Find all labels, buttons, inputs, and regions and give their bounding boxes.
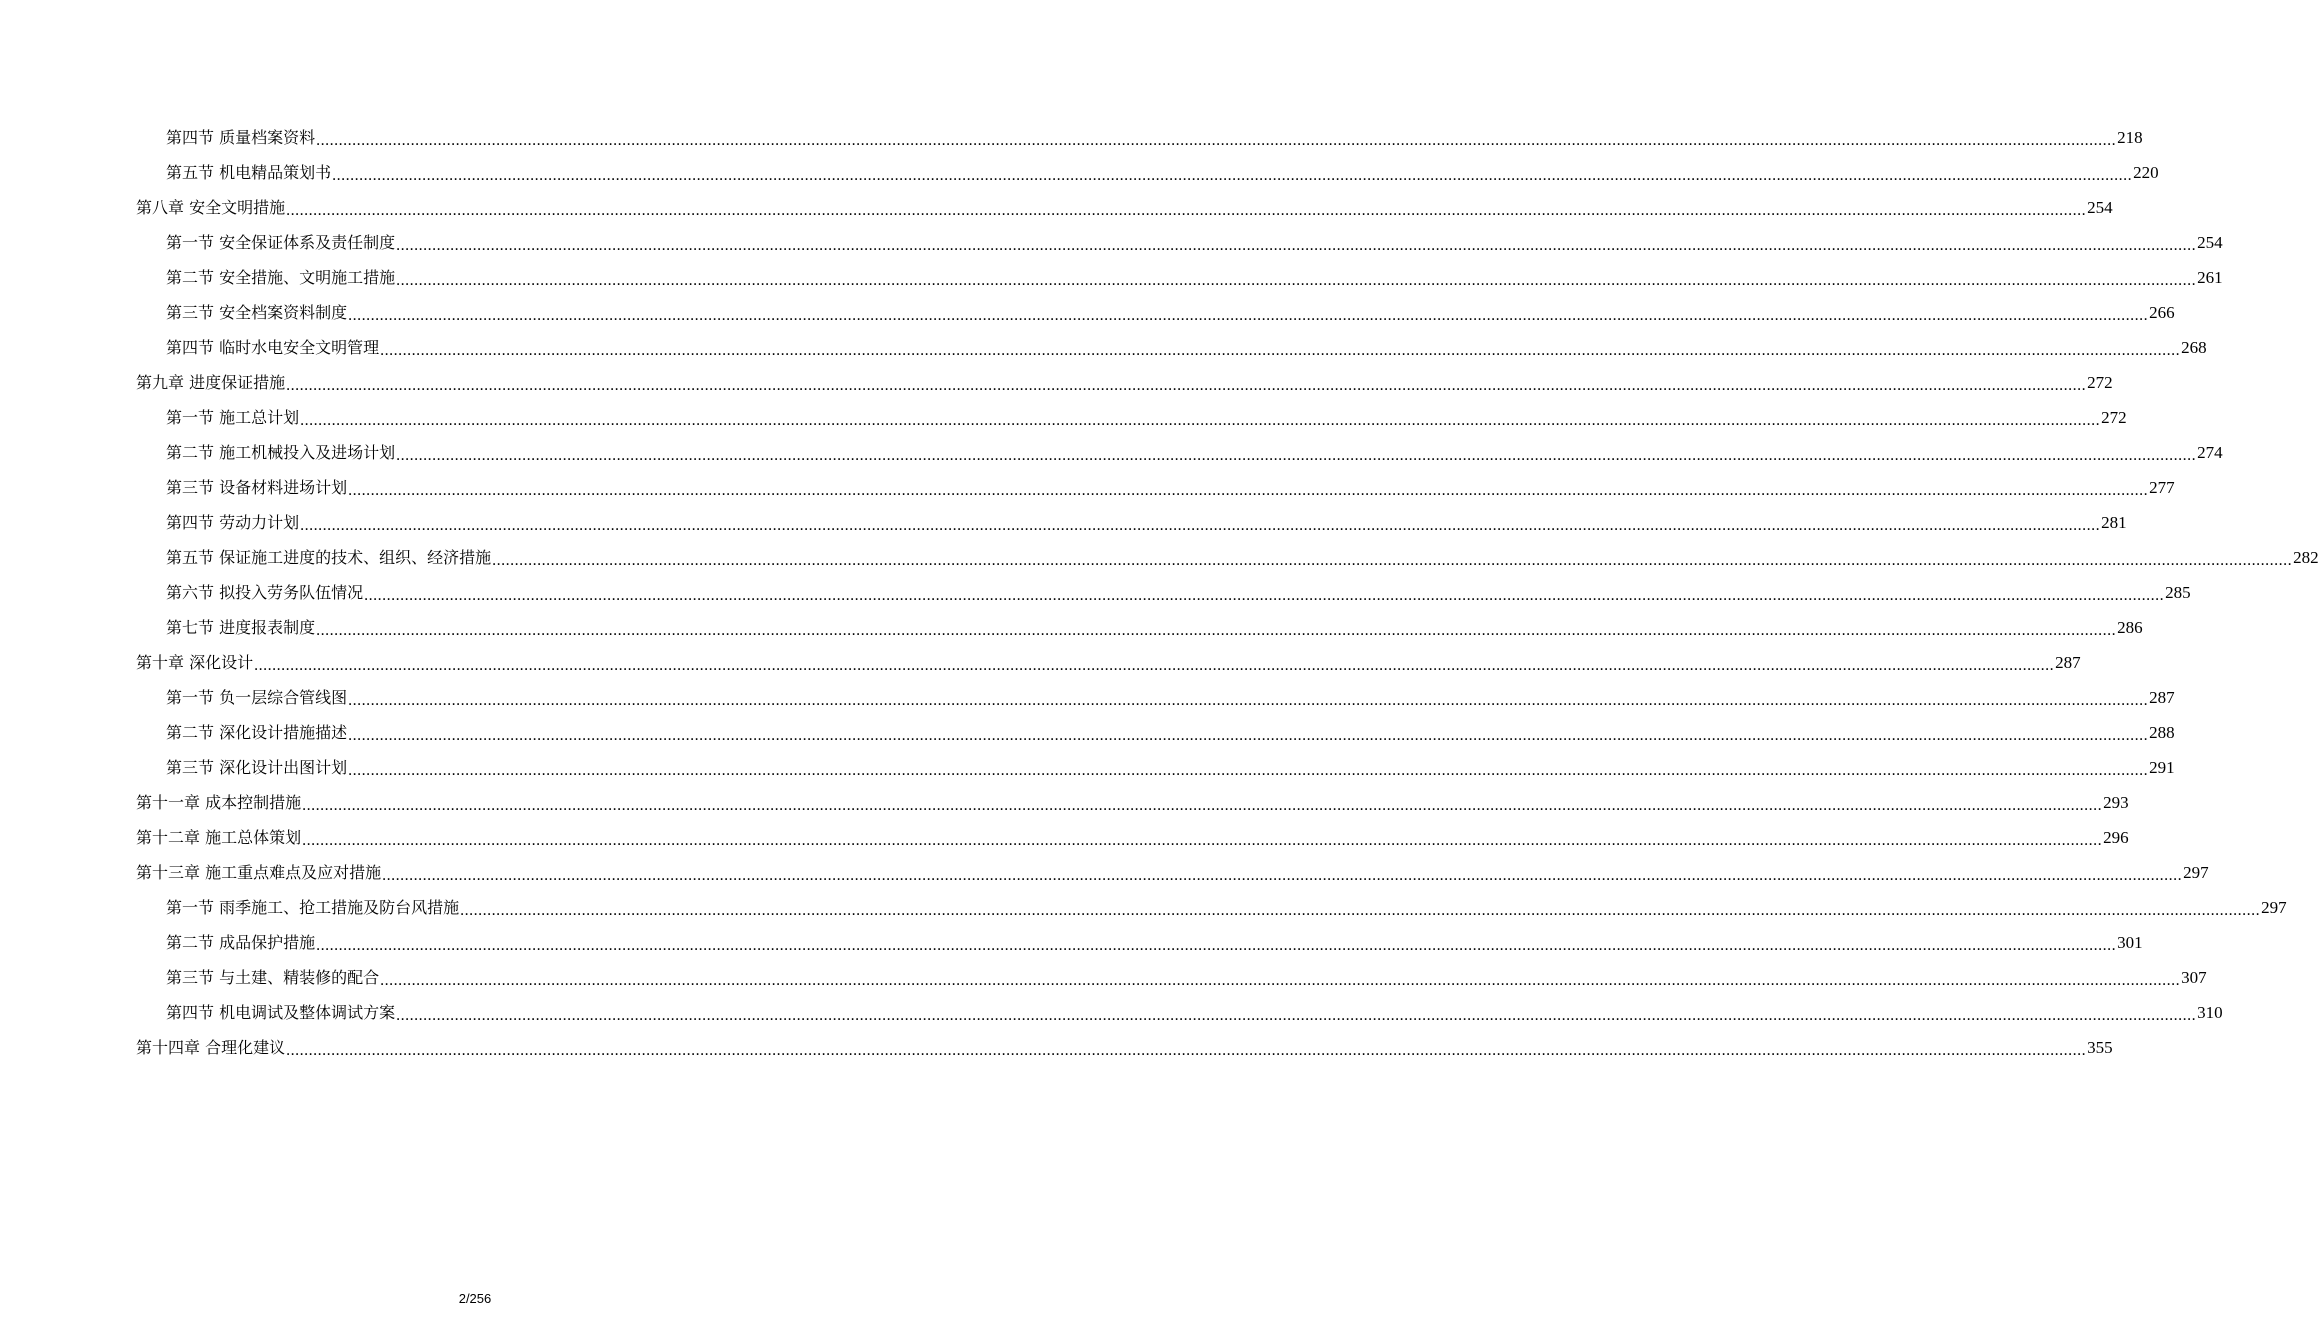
toc-entry-page-number: 277 [2149, 478, 2175, 497]
toc-entry-title: 第四节 机电调试及整体调试方案 [166, 1003, 396, 1022]
toc-entry-page-number: 355 [2087, 1038, 2113, 1057]
dot-leader: ................................................................................................................................................................................................................................................................................................................................................................................................................ [286, 202, 2087, 219]
toc-entry-title: 第九章 进度保证措施 [136, 373, 286, 392]
toc-entry-title: 第十三章 施工重点难点及应对措施 [136, 863, 382, 882]
toc-section-entry[interactable] [166, 750, 2175, 785]
dot-leader: ................................................................................................................................................................................................................................................................................................................................................................................................................ [300, 517, 2101, 534]
dot-leader: ................................................................................................................................................................................................................................................................................................................................................................................................................ [254, 657, 2055, 674]
toc-entry-page-number: 291 [2149, 758, 2175, 777]
toc-entry-title: 第六节 拟投入劳务队伍情况 [166, 583, 364, 602]
toc-section-entry[interactable] [166, 960, 2207, 995]
toc-entry-title: 第二节 成品保护措施 [166, 933, 316, 952]
toc-entry-title: 第五节 机电精品策划书 [166, 163, 332, 182]
toc-entry-title: 第四节 临时水电安全文明管理 [166, 338, 380, 357]
dot-leader: ................................................................................................................................................................................................................................................................................................................................................................................................................ [396, 272, 2197, 289]
toc-entry-title: 第一节 安全保证体系及责任制度 [166, 233, 396, 252]
dot-leader: ................................................................................................................................................................................................................................................................................................................................................................................................................ [302, 832, 2103, 849]
toc-entry-page-number: 274 [2197, 443, 2223, 462]
toc-entry-title: 第一节 施工总计划 [166, 408, 300, 427]
toc-entry-title: 第二节 施工机械投入及进场计划 [166, 443, 396, 462]
toc-section-entry[interactable] [166, 225, 2223, 260]
toc-entry-title: 第一节 雨季施工、抢工措施及防台风措施 [166, 898, 460, 917]
dot-leader: ................................................................................................................................................................................................................................................................................................................................................................................................................ [348, 762, 2149, 779]
toc-entry-title: 第三节 安全档案资料制度 [166, 303, 348, 322]
toc-entry-page-number: 282 [2293, 548, 2319, 567]
toc-chapter-entry[interactable] [136, 190, 2113, 225]
toc-entry-page-number: 254 [2087, 198, 2113, 217]
dot-leader: ................................................................................................................................................................................................................................................................................................................................................................................................................ [348, 307, 2149, 324]
dot-leader: ................................................................................................................................................................................................................................................................................................................................................................................................................ [316, 937, 2117, 954]
dot-leader: ................................................................................................................................................................................................................................................................................................................................................................................................................ [316, 622, 2117, 639]
toc-entry-title: 第十章 深化设计 [136, 653, 254, 672]
dot-leader: ................................................................................................................................................................................................................................................................................................................................................................................................................ [332, 167, 2133, 184]
toc-section-entry[interactable] [166, 575, 2191, 610]
toc-section-entry[interactable] [166, 995, 2223, 1030]
dot-leader: ................................................................................................................................................................................................................................................................................................................................................................................................................ [300, 412, 2101, 429]
page-number-footer: 2/256 [458, 1291, 492, 1306]
dot-leader: ................................................................................................................................................................................................................................................................................................................................................................................................................ [396, 1007, 2197, 1024]
toc-chapter-entry[interactable] [136, 645, 2081, 680]
toc-entry-page-number: 307 [2181, 968, 2207, 987]
toc-entry-title: 第十一章 成本控制措施 [136, 793, 302, 812]
dot-leader: ................................................................................................................................................................................................................................................................................................................................................................................................................ [460, 902, 2261, 919]
dot-leader: ................................................................................................................................................................................................................................................................................................................................................................................................................ [316, 132, 2117, 149]
toc-section-entry[interactable] [166, 400, 2127, 435]
toc-entry-page-number: 310 [2197, 1003, 2223, 1022]
toc-section-entry[interactable] [166, 715, 2175, 750]
toc-entry-title: 第三节 深化设计出图计划 [166, 758, 348, 777]
toc-entry-page-number: 297 [2261, 898, 2287, 917]
toc-section-entry[interactable] [166, 680, 2175, 715]
toc-section-entry[interactable] [166, 260, 2223, 295]
toc-entry-page-number: 301 [2117, 933, 2143, 952]
toc-entry-page-number: 254 [2197, 233, 2223, 252]
toc-entry-title: 第五节 保证施工进度的技术、组织、经济措施 [166, 548, 492, 567]
toc-section-entry[interactable] [166, 330, 2207, 365]
toc-entry-page-number: 286 [2117, 618, 2143, 637]
toc-entry-title: 第四节 劳动力计划 [166, 513, 300, 532]
toc-entry-page-number: 281 [2101, 513, 2127, 532]
toc-entry-page-number: 287 [2055, 653, 2081, 672]
dot-leader: ................................................................................................................................................................................................................................................................................................................................................................................................................ [364, 587, 2165, 604]
dot-leader: ................................................................................................................................................................................................................................................................................................................................................................................................................ [380, 342, 2181, 359]
toc-entry-title: 第三节 设备材料进场计划 [166, 478, 348, 497]
toc-entry-page-number: 297 [2183, 863, 2209, 882]
dot-leader: ................................................................................................................................................................................................................................................................................................................................................................................................................ [302, 797, 2103, 814]
toc-entry-page-number: 272 [2101, 408, 2127, 427]
toc-entry-title: 第十二章 施工总体策划 [136, 828, 302, 847]
toc-entry-title: 第四节 质量档案资料 [166, 128, 316, 147]
toc-entry-page-number: 266 [2149, 303, 2175, 322]
toc-section-entry[interactable] [166, 155, 2159, 190]
toc-section-entry[interactable] [166, 435, 2223, 470]
toc-section-entry[interactable] [166, 890, 2287, 925]
toc-entry-page-number: 285 [2165, 583, 2191, 602]
toc-entry-title: 第八章 安全文明措施 [136, 198, 286, 217]
dot-leader: ................................................................................................................................................................................................................................................................................................................................................................................................................ [382, 867, 2183, 884]
toc-entry-page-number: 220 [2133, 163, 2159, 182]
toc-entry-title: 第三节 与土建、精装修的配合 [166, 968, 380, 987]
toc-section-entry[interactable] [166, 505, 2127, 540]
toc-section-entry[interactable] [166, 610, 2143, 645]
toc-entry-title: 第一节 负一层综合管线图 [166, 688, 348, 707]
dot-leader: ................................................................................................................................................................................................................................................................................................................................................................................................................ [380, 972, 2181, 989]
toc-entry-title: 第二节 安全措施、文明施工措施 [166, 268, 396, 287]
toc-entry-page-number: 293 [2103, 793, 2129, 812]
toc-section-entry[interactable] [166, 120, 2143, 155]
toc-entry-title: 第七节 进度报表制度 [166, 618, 316, 637]
toc-entry-page-number: 296 [2103, 828, 2129, 847]
toc-chapter-entry[interactable] [136, 1030, 2113, 1065]
toc-entry-title: 第二节 深化设计措施描述 [166, 723, 348, 742]
toc-entry-title: 第十四章 合理化建议 [136, 1038, 286, 1057]
toc-section-entry[interactable] [166, 925, 2143, 960]
dot-leader: ................................................................................................................................................................................................................................................................................................................................................................................................................ [396, 237, 2197, 254]
dot-leader: ................................................................................................................................................................................................................................................................................................................................................................................................................ [286, 377, 2087, 394]
dot-leader: ................................................................................................................................................................................................................................................................................................................................................................................................................ [492, 552, 2293, 569]
toc-section-entry[interactable] [166, 295, 2175, 330]
toc-entry-page-number: 268 [2181, 338, 2207, 357]
dot-leader: ................................................................................................................................................................................................................................................................................................................................................................................................................ [286, 1042, 2087, 1059]
table-of-contents [0, 120, 2319, 1065]
toc-entry-page-number: 218 [2117, 128, 2143, 147]
toc-section-entry[interactable] [166, 540, 2319, 575]
dot-leader: ................................................................................................................................................................................................................................................................................................................................................................................................................ [348, 692, 2149, 709]
toc-chapter-entry[interactable] [136, 365, 2113, 400]
toc-chapter-entry[interactable] [136, 785, 2129, 820]
toc-entry-page-number: 287 [2149, 688, 2175, 707]
toc-section-entry[interactable] [166, 470, 2175, 505]
dot-leader: ................................................................................................................................................................................................................................................................................................................................................................................................................ [348, 482, 2149, 499]
toc-entry-page-number: 288 [2149, 723, 2175, 742]
toc-chapter-entry[interactable] [136, 855, 2209, 890]
toc-entry-page-number: 261 [2197, 268, 2223, 287]
toc-entry-page-number: 272 [2087, 373, 2113, 392]
toc-chapter-entry[interactable] [136, 820, 2129, 855]
dot-leader: ................................................................................................................................................................................................................................................................................................................................................................................................................ [396, 447, 2197, 464]
dot-leader: ................................................................................................................................................................................................................................................................................................................................................................................................................ [348, 727, 2149, 744]
